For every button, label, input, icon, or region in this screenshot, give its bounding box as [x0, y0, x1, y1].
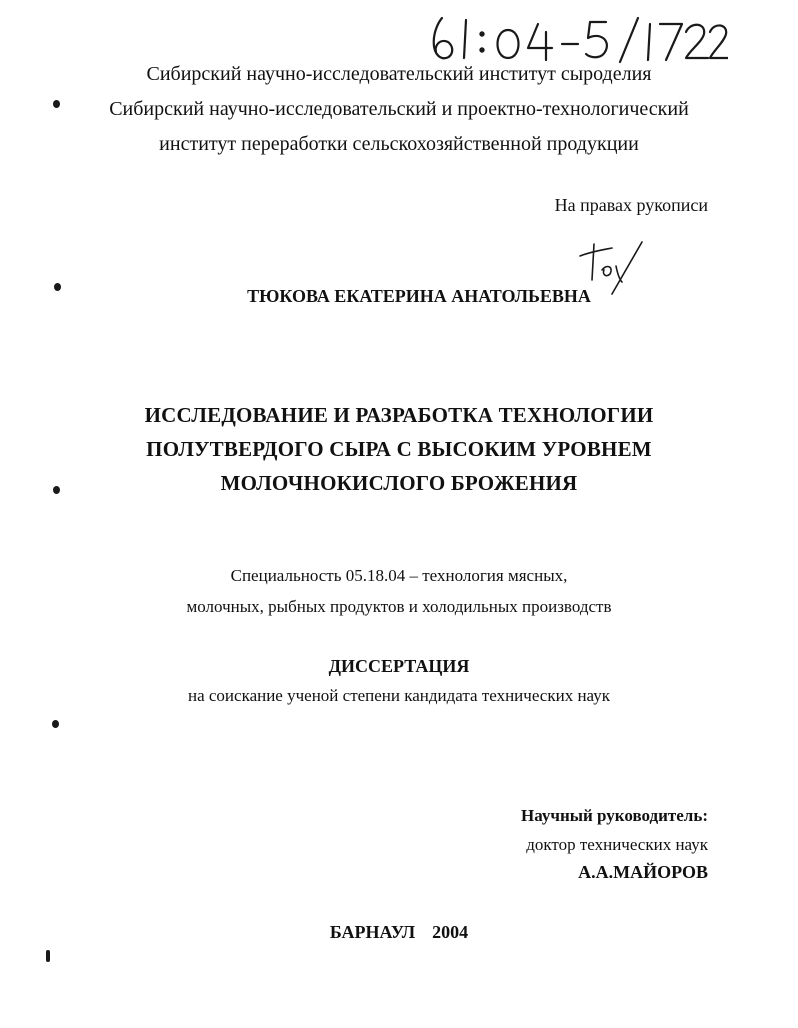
specialty-line-1: Специальность 05.18.04 – технология мясных, [230, 566, 568, 585]
institution-line-2: Сибирский научно-исследовательский и проектно-технологический [109, 98, 689, 120]
author-name: ТЮКОВА ЕКАТЕРИНА АНАТОЛЬЕВНА [247, 286, 591, 306]
supervisor-name: А.А.МАЙОРОВ [578, 862, 708, 882]
title-line-1: ИССЛЕДОВАНИЕ И РАЗРАБОТКА ТЕХНОЛОГИИ [144, 403, 654, 427]
binding-hole-mark [46, 950, 50, 962]
dissertation-description: на соискание ученой степени кандидата технических наук [187, 686, 610, 705]
title-line-3: МОЛОЧНОКИСЛОГО БРОЖЕНИЯ [220, 471, 578, 495]
manuscript-note: На правах рукописи [554, 195, 708, 215]
dissertation-label: ДИССЕРТАЦИЯ [328, 656, 470, 676]
supervisor-label: Научный руководитель: [521, 806, 708, 825]
binding-hole-mark [52, 720, 59, 728]
specialty-line-2: молочных, рыбных продуктов и холодильных производств [186, 597, 612, 616]
handwritten-archive-code [428, 10, 728, 68]
institution-line-3: институт переработки сельскохозяйственной продукции [159, 133, 639, 155]
supervisor-degree: доктор технических наук [526, 835, 708, 854]
city-year: БАРНАУЛ 2004 [329, 922, 469, 942]
institution-line-1: Сибирский научно-исследовательский институт сыроделия [146, 63, 652, 85]
title-line-2: ПОЛУТВЕРДОГО СЫРА С ВЫСОКИМ УРОВНЕМ [146, 437, 652, 461]
